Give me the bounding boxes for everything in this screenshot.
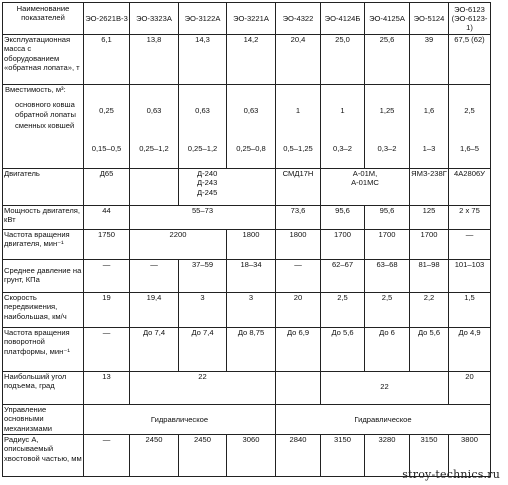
pressure-value: — — [84, 260, 130, 293]
pressure-value: — — [276, 260, 321, 293]
speed-value: 19 — [84, 293, 130, 328]
mass-value: 13,8 — [130, 35, 179, 85]
capacity-alt-value: 1–3 — [422, 143, 436, 153]
mass-value: 14,2 — [227, 35, 276, 85]
speed-value: 2,2 — [410, 293, 449, 328]
capacity-cell — [84, 85, 130, 169]
rotation-value: До 7,4 — [130, 328, 179, 372]
radius-value: 2450 — [130, 435, 179, 477]
capacity-alt-value: 0,3–2 — [332, 143, 352, 153]
power-row — [3, 206, 491, 230]
rpm-value-6: 1700 — [321, 230, 365, 260]
engine-value-6-7: А-01М, А-01МС — [321, 169, 410, 206]
speed-value: 20 — [276, 293, 321, 328]
power-value-5: 73,6 — [276, 206, 321, 230]
mass-value: 14,3 — [179, 35, 227, 85]
radius-value: — — [84, 435, 130, 477]
rpm-value-5: 1800 — [276, 230, 321, 260]
power-value-2-4: 55–73 — [130, 206, 276, 230]
radius-value: 3150 — [321, 435, 365, 477]
capacity-cell — [321, 85, 365, 169]
slope-value-6-8: 22 — [321, 372, 449, 405]
slope-value-5 — [276, 372, 321, 405]
pressure-value: 63–68 — [365, 260, 410, 293]
rpm-value-1: 1750 — [84, 230, 130, 260]
engine-value-2 — [130, 169, 179, 206]
rotation-label: Частота вращения поворотной платформы, мин⁻¹ — [3, 328, 84, 372]
capacity-row — [3, 85, 491, 169]
rotation-value: До 7,4 — [179, 328, 227, 372]
capacity-main-value: 1,25 — [379, 106, 395, 116]
watermark: stroy-technics.ru — [402, 468, 500, 481]
slope-value-1: 13 — [84, 372, 130, 405]
capacity-cell — [449, 85, 491, 169]
pressure-value: — — [130, 260, 179, 293]
pressure-row — [3, 260, 491, 293]
engine-label: Двигатель — [3, 169, 84, 206]
capacity-alt-value: 1,6–5 — [459, 143, 479, 153]
pressure-value: 62–67 — [321, 260, 365, 293]
header-model-8: ЭО-5124 — [410, 3, 449, 35]
header-param: Наименование показателей — [3, 3, 84, 35]
radius-value: 3280 — [365, 435, 410, 477]
pressure-value: 18–34 — [227, 260, 276, 293]
spec-table — [2, 2, 491, 477]
rpm-value-2-3: 2200 — [130, 230, 227, 260]
mass-value: 25,6 — [365, 35, 410, 85]
rpm-value-8: 1700 — [410, 230, 449, 260]
capacity-label-cell — [3, 85, 84, 169]
capacity-main-value: 1 — [340, 106, 345, 116]
slope-row — [3, 372, 491, 405]
speed-value: 3 — [179, 293, 227, 328]
capacity-main-value: 1 — [295, 106, 301, 116]
mass-value: 25,0 — [321, 35, 365, 85]
header-model-4: ЭО-3221А — [227, 3, 276, 35]
power-value-9: 2 х 75 — [449, 206, 491, 230]
capacity-main-value: 0,63 — [243, 106, 259, 116]
power-value-7: 95,6 — [365, 206, 410, 230]
mass-value: 39 — [410, 35, 449, 85]
header-model-2: ЭО-3323А — [130, 3, 179, 35]
header-model-6: ЭО-4124Б — [321, 3, 365, 35]
radius-value: 3060 — [227, 435, 276, 477]
pressure-label: Среднее давление на грунт, КПа — [3, 260, 84, 293]
header-row — [3, 3, 491, 35]
slope-label: Наибольший угол подъема, град — [3, 372, 84, 405]
capacity-alt-value: 0,25–0,8 — [236, 143, 266, 153]
rpm-label: Частота вращения двигателя, мин⁻¹ — [3, 230, 84, 260]
mass-value: 67,5 (62) — [449, 35, 491, 85]
slope-value-2-4: 22 — [130, 372, 276, 405]
header-model-9: ЭО-6123 (ЭО-6123-1) — [449, 3, 491, 35]
engine-value-8: ЯМЗ-238Г — [410, 169, 449, 206]
rotation-value: — — [84, 328, 130, 372]
engine-row — [3, 169, 491, 206]
rotation-value: До 4,9 — [449, 328, 491, 372]
rpm-row — [3, 230, 491, 260]
capacity-main-value: 1,6 — [423, 106, 435, 116]
pressure-value: 101–103 — [449, 260, 491, 293]
capacity-alt-label: сменных ковшей — [15, 120, 75, 130]
header-model-3: ЭО-3122А — [179, 3, 227, 35]
capacity-main-value: 0,63 — [146, 106, 162, 116]
power-value-1: 44 — [84, 206, 130, 230]
rpm-value-9: — — [449, 230, 491, 260]
radius-label: Радиус А, описываемый хвостовой частью, мм — [3, 435, 84, 477]
rotation-value: До 8,75 — [227, 328, 276, 372]
header-model-7: ЭО-4125А — [365, 3, 410, 35]
engine-value-3-4: Д-240 Д-243 Д-245 — [179, 169, 276, 206]
header-model-1: ЭО-2621В-3 — [84, 3, 130, 35]
capacity-alt-value: 0,5–1,25 — [283, 143, 313, 153]
engine-value-1: Д65 — [84, 169, 130, 206]
mass-label: Эксплуатационная масса с оборудованием «обратная лопата», т — [3, 35, 84, 85]
header-model-5: ЭО-4322 — [276, 3, 321, 35]
rotation-value: До 6,9 — [276, 328, 321, 372]
control-label: Управление основными механизмами — [3, 405, 84, 435]
radius-value: 3800 — [449, 435, 491, 477]
capacity-cell — [130, 85, 179, 169]
speed-row — [3, 293, 491, 328]
engine-value-9: 4А2806У — [449, 169, 491, 206]
capacity-alt-value: 0,15–0,5 — [91, 143, 122, 153]
speed-value: 2,5 — [321, 293, 365, 328]
capacity-alt-value: 0,25–1,2 — [139, 143, 169, 153]
rotation-value: До 6 — [365, 328, 410, 372]
speed-label: Скорость передвижения, наибольшая, км/ч — [3, 293, 84, 328]
power-value-8: 125 — [410, 206, 449, 230]
radius-value: 2450 — [179, 435, 227, 477]
capacity-cell — [410, 85, 449, 169]
speed-value: 2,5 — [365, 293, 410, 328]
capacity-cell — [276, 85, 321, 169]
speed-value: 19,4 — [130, 293, 179, 328]
control-row — [3, 405, 491, 435]
rpm-value-4: 1800 — [227, 230, 276, 260]
control-value-1-4: Гидравлическое — [84, 405, 276, 435]
capacity-alt-value: 0,25–1,2 — [187, 143, 218, 153]
capacity-main-value: 0,25 — [99, 106, 114, 116]
mass-row — [3, 35, 491, 85]
capacity-cell — [365, 85, 410, 169]
pressure-value: 81–98 — [410, 260, 449, 293]
capacity-main-value: 0,63 — [195, 106, 210, 116]
pressure-value: 37–59 — [179, 260, 227, 293]
mass-value: 6,1 — [84, 35, 130, 85]
radius-value: 2840 — [276, 435, 321, 477]
speed-value: 3 — [227, 293, 276, 328]
capacity-cell — [179, 85, 227, 169]
slope-value-9: 20 — [449, 372, 491, 405]
capacity-main-value: 2,5 — [464, 106, 475, 116]
mass-value: 20,4 — [276, 35, 321, 85]
power-label: Мощность двигателя, кВт — [3, 206, 84, 230]
engine-value-5: СМД17Н — [276, 169, 321, 206]
capacity-main-label: основного ковша обратной лопаты — [15, 100, 76, 119]
radius-value: 3150 — [410, 435, 449, 477]
capacity-cell — [227, 85, 276, 169]
rotation-value: До 5,6 — [321, 328, 365, 372]
rotation-value: До 5,6 — [410, 328, 449, 372]
rpm-value-7: 1700 — [365, 230, 410, 260]
power-value-6: 95,6 — [321, 206, 365, 230]
capacity-alt-value: 0,3–2 — [377, 143, 397, 153]
speed-value: 1,5 — [449, 293, 491, 328]
control-value-5-9: Гидравлическое — [276, 405, 491, 435]
rotation-row — [3, 328, 491, 372]
capacity-label: Вместимость, м³: — [5, 85, 66, 94]
